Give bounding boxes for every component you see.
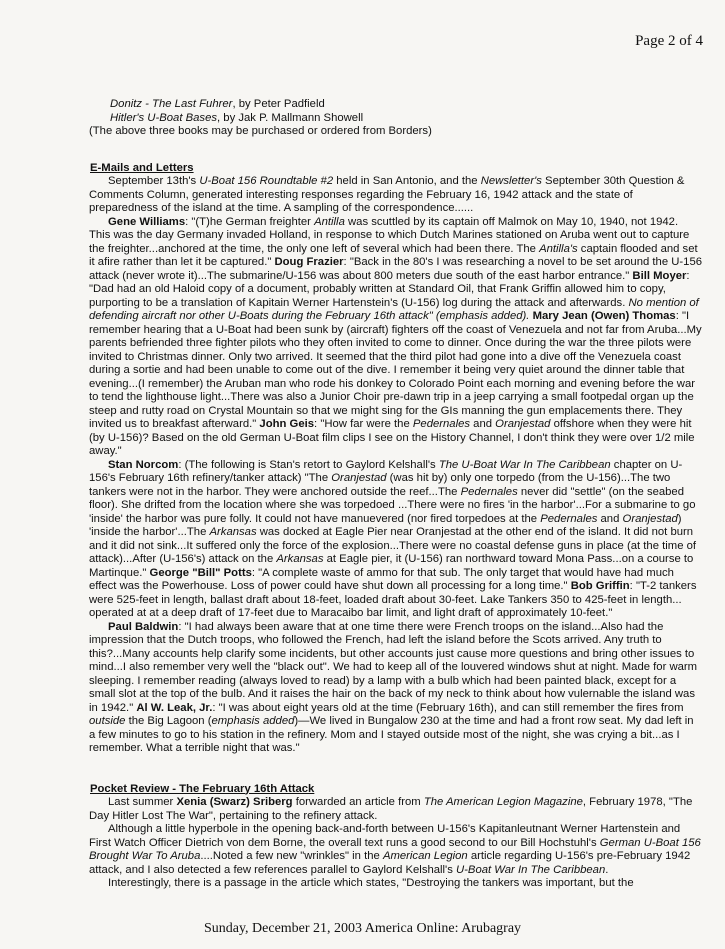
document-body [90, 98, 702, 891]
book-item: Hitler's U-Boat Bases, by Jak P. Mallmann Showell [110, 111, 364, 124]
section-heading-emails: E-Mails and Letters [90, 161, 194, 174]
letter-paragraph: Paul Baldwin: "I had always been aware that at one time there were French troops on the island...Also had the impression that the Dutch troops, who followed the French, had left the island before the Scots arrived. Any truth to this?...Many accounts help clarify some incidents, but other accounts just cause more questions and bring other issues to mind...I also remember very well the "black out". We had to keep all of the louvered windows shut at night. Made for warm sleeping. I remember reading (always loved to read) by a lamp with a bulb which had been painted black, except for a small slot at the top of the bulb. And it raises the hair on the back of my neck to think about how vulernable the island was in 1942." Al W. Leak, Jr.: "I was about eight years old at the time (February 16th), and can still remember the fires from outside the Big Lagoon (emphasis added)—We lived in Bungalow 230 at the time and had a front row seat. My dad left in a few minutes to go to his station in the refinery. Mom and I stayed outside most of the night, she was crying a bit...as I remember. What a terrible night that was." [89, 620, 698, 754]
letter-paragraph: Gene Williams: "(T)he German freighter Antilla was scuttled by its captain off Malmok on May 10, 1940, not 1942. This was the day Germany invaded Holland, in response to which Dutch Marines stationed on Aruba went out to capture the freighter...anchored at the time, the only one left of several which had been there. The Antilla's captain flooded and set it afire rather than let it be captured." Doug Frazier: "Back in the 80's I was researching a novel to be set around the U-156 attack (never wrote it)...The submarine/U-156 was about 800 meters due south of the east harbor entrance." Bill Moyer: "Dad had an old Haloid copy of a document, probably written at Standard Oil, that Frank Griffin allowed him to copy, purporting to be a translation of Kapitain Werner Hartenstein's (U-156) log during the attack and afterwards. No mention of defending aircraft nor other U-Boats during the February 16th attack" (emphasis added). Mary Jean (Owen) Thomas: "I remember hearing that a U-Boat had been sunk by (aircraft) fighters off the coast of Venezuela and not far from Aruba...My parents befriended three fighter pilots who they often invited to come to dinner. Once during the war the three pilots were invited to Christmas dinner. Only two arrived. It seemed that the third pilot had gone into a dive off the Venezuela coast during a sortie and had been unable to come out of the dive. I remember it being very quiet around the dinner table that evening...(I remember) the Aruban man who rode his donkey to Colorado Point each morning and evening before the war to tend the lighthouse light...There was also a Junior Choir pre-dawn trip in a jeep carrying a small footpedal organ up the steep and rutty road on Crystal Mountain so that we might sing for the GIs manning the gun emplacements there. They invited us to breakfast afterward." John Geis: "How far were the Pedernales and Oranjestad offshore when they were hit (by U-156)? Based on the old German U-Boat film clips I see on the History Channel, I don't think they were over 1/2 mile away." [89, 215, 703, 457]
page-footer: Sunday, December 21, 2003 America Online: Arubagray [203, 921, 522, 936]
review-paragraph: Last summer Xenia (Swarz) Sriberg forwarded an article from The American Legion Magazine, February 1978, "The Day Hitler Lost The War", pertaining to the refinery attack. [89, 796, 693, 822]
letter-paragraph: Stan Norcom: (The following is Stan's retort to Gaylord Kelshall's The U-Boat War In The Caribbean chapter on U-156's February 16th refinery/tanker attack) "The Oranjestad (was hit by) only one torpedo (from the U-156)...The two tankers were not in the harbor. They were anchored outside the reef...The Pedernales never did "settle" (on the seabed floor). She drifted from the location where she was torpedoed ...There were no fires 'in the harbor'...For a submarine to go 'inside' the harbor was pure folly. It could not have manuevered (nor fired torpedoes at the Pedernales and Oranjestad) 'inside the harbor'...The Arkansas was docked at Eagle Pier near Oranjestad at the other end of the island. It did not burn and it did not sink...It suffered only the force of the explosion...There were no coastal defense guns in place (at the time of attack)...After (U-156's) attack on the Arkansas at Eagle pier, it (U-156) ran northward toward Mona Pass...on a course to Martinque." George "Bill" Potts: "A complete waste of ammo for that sub. The only target that would have had much effect was the Powerhouse. Loss of power could have shut down all processing for a long time." Bob Griffin: "T-2 tankers were 525-feet in length, ballast draft about 18-feet, loaded draft about 30-feet. Lake Tankers 350 to 425-feet in length... operated at at a deep draft of 17-feet due to Maracaibo bar limit, and light draft of approximately 10-feet." [89, 458, 697, 619]
review-paragraph: Interestingly, there is a passage in the article which states, "Destroying the tankers was important, but the [108, 877, 634, 889]
page-number: Page 2 of 4 [635, 33, 703, 49]
section-heading-pocket-review: Pocket Review - The February 16th Attack [90, 782, 315, 795]
intro-paragraph: September 13th's U-Boat 156 Roundtable #2 held in San Antonio, and the Newsletter's September 30th Question & Comments Column, generated interesting responses regarding the February 16, 1942 attack and the state of preparedness of the island at the time. A sampling of the correspondence...... [89, 175, 685, 214]
review-paragraph: Although a little hyperbole in the opening back-and-forth between U-156's Kapitanleutnant Werner Hartenstein and First Watch Officer Dietrich von dem Borne, the overall text runs a good second to our Bill Hochstuhl's German U-Boat 156 Brought War To Aruba....Noted a few new "wrinkles" in the American Legion article regarding U-156's pre-February 1942 attack, and I also detected a few references parallel to Gaylord Kelshall's U-Boat War In The Caribbean. [89, 823, 701, 876]
book-list [110, 98, 702, 125]
books-note: (The above three books may be purchased or ordered from Borders) [89, 125, 432, 137]
book-item: Donitz - The Last Fuhrer, by Peter Padfield [110, 98, 325, 110]
